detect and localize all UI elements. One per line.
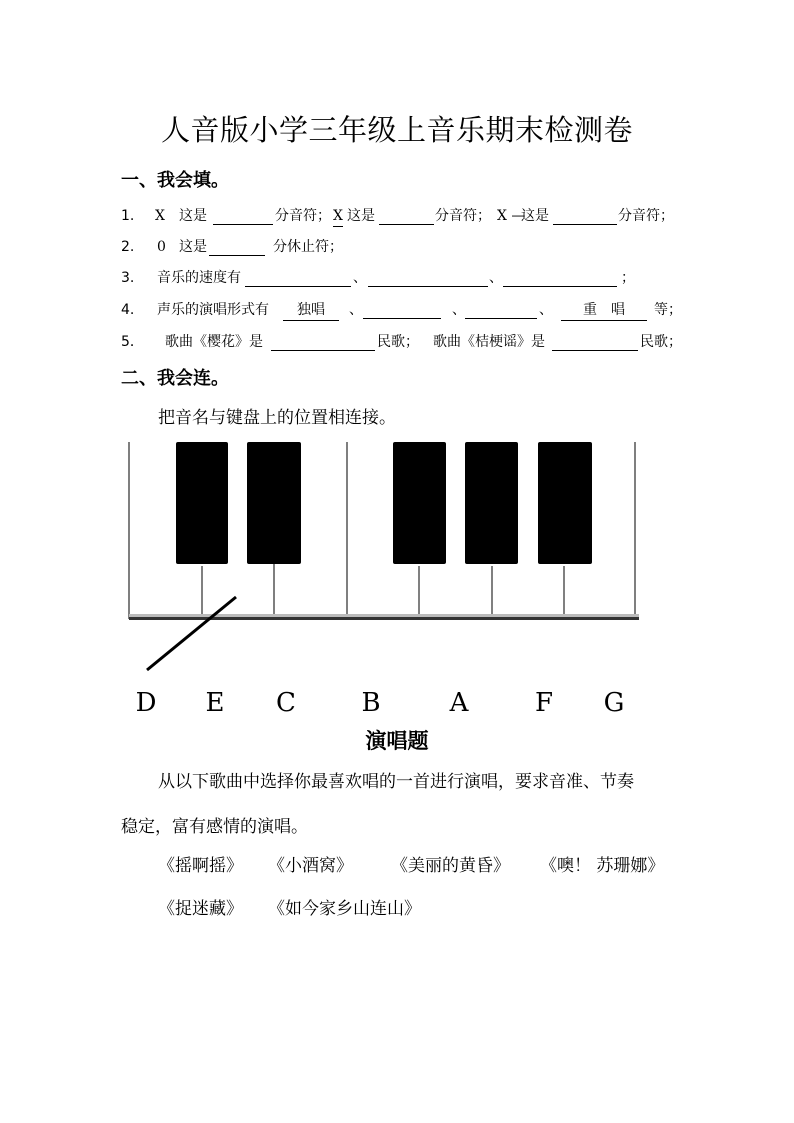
note-name-e[interactable]: E <box>205 688 225 718</box>
q3-blank-3[interactable] <box>503 271 617 287</box>
q5-number: 5． <box>121 334 144 350</box>
section2-instruction: 把音名与键盘上的位置相连接。 <box>158 408 396 428</box>
song-item: 《捉迷藏》 <box>158 899 243 919</box>
keyboard-bottom-edge <box>129 617 639 620</box>
q1-text-4: 分音符； <box>435 208 491 224</box>
q5-text-1: 歌曲《樱花》是 <box>165 334 263 350</box>
q1-text-2: 分音符； <box>275 208 331 224</box>
q5-text-2: 民歌； <box>377 334 419 350</box>
question-5 <box>121 332 682 352</box>
song-item: 《美丽的黄昏》 <box>391 856 510 876</box>
q3-sep-1: 、 <box>353 270 367 286</box>
q4-sep-3: 、 <box>539 302 553 318</box>
keyboard-bottom-shadow <box>129 614 639 617</box>
section3-paragraph-line-2: 稳定，富有感情的演唱。 <box>121 817 308 837</box>
q1-blank-2[interactable] <box>379 209 434 225</box>
q1-blank-3[interactable] <box>553 209 617 225</box>
note-name-a[interactable]: A <box>449 688 469 718</box>
q1-text-3: 这是 <box>347 208 375 224</box>
q4-sep-1: 、 <box>349 302 363 318</box>
q4-sep-2: 、 <box>452 302 466 318</box>
question-4 <box>121 300 682 320</box>
q1-note-symbol-1: X <box>155 208 165 224</box>
q4-answer-1: 独唱 <box>283 300 339 321</box>
q2-rest-symbol: 0 <box>157 239 166 255</box>
note-name-d[interactable]: D <box>135 688 157 718</box>
section1-heading: 一、我会填。 <box>121 170 229 191</box>
section3-paragraph-line-1: 从以下歌曲中选择你最喜欢唱的一首进行演唱，要求音准、节奏 <box>158 772 634 792</box>
q4-blank-1[interactable] <box>363 303 441 319</box>
q3-number: 3. <box>121 270 135 286</box>
q3-blank-2[interactable] <box>368 271 488 287</box>
note-name-c[interactable]: C <box>276 688 296 718</box>
q3-blank-1[interactable] <box>245 271 351 287</box>
note-names-row <box>0 688 794 718</box>
q1-note-symbol-3: X — <box>497 208 526 224</box>
q4-answer-2: 重 唱 <box>561 300 647 321</box>
song-item: 《噢！ 苏珊娜》 <box>540 856 665 876</box>
black-key[interactable] <box>465 442 518 564</box>
question-1 <box>121 206 674 226</box>
q1-blank-1[interactable] <box>213 209 273 225</box>
q5-blank-2[interactable] <box>552 335 638 351</box>
black-key[interactable] <box>247 442 301 564</box>
q2-text-1: 这是 <box>179 239 207 255</box>
question-2 <box>121 237 343 257</box>
page-title: 人音版小学三年级上音乐期末检测卷 <box>160 113 633 147</box>
note-name-g[interactable]: G <box>603 688 625 718</box>
note-name-b[interactable]: B <box>361 688 381 718</box>
q4-text: 声乐的演唱形式有 <box>157 302 269 318</box>
section3-heading: 演唱题 <box>365 728 429 753</box>
question-3 <box>121 268 635 288</box>
q3-sep-2: 、 <box>489 270 503 286</box>
piano-keyboard <box>120 436 650 686</box>
song-item: 《摇啊摇》 <box>158 856 243 876</box>
black-key[interactable] <box>538 442 592 564</box>
q1-number: 1. <box>121 208 135 224</box>
q3-end: ； <box>621 270 635 286</box>
q1-note-symbol-2: X <box>333 206 343 227</box>
song-item: 《小酒窝》 <box>268 856 353 876</box>
note-name-f[interactable]: F <box>534 688 554 718</box>
song-item: 《如今家乡山连山》 <box>268 899 421 919</box>
q4-number: 4. <box>121 302 135 318</box>
q1-text-6: 分音符； <box>618 208 674 224</box>
black-key[interactable] <box>393 442 446 564</box>
q2-number: 2. <box>121 239 135 255</box>
q3-text: 音乐的速度有 <box>157 270 241 286</box>
q4-end: 等； <box>654 302 682 318</box>
q1-text-1: 这是 <box>179 208 207 224</box>
q5-blank-1[interactable] <box>271 335 375 351</box>
q5-text-4: 民歌； <box>640 334 682 350</box>
q2-blank[interactable] <box>209 240 265 256</box>
q4-blank-2[interactable] <box>465 303 537 319</box>
section2-heading: 二、我会连。 <box>121 368 229 389</box>
q1-text-5: 这是 <box>521 208 549 224</box>
q2-text-2: 分休止符； <box>273 239 343 255</box>
q5-text-3: 歌曲《桔梗谣》是 <box>433 334 545 350</box>
black-key[interactable] <box>176 442 228 564</box>
